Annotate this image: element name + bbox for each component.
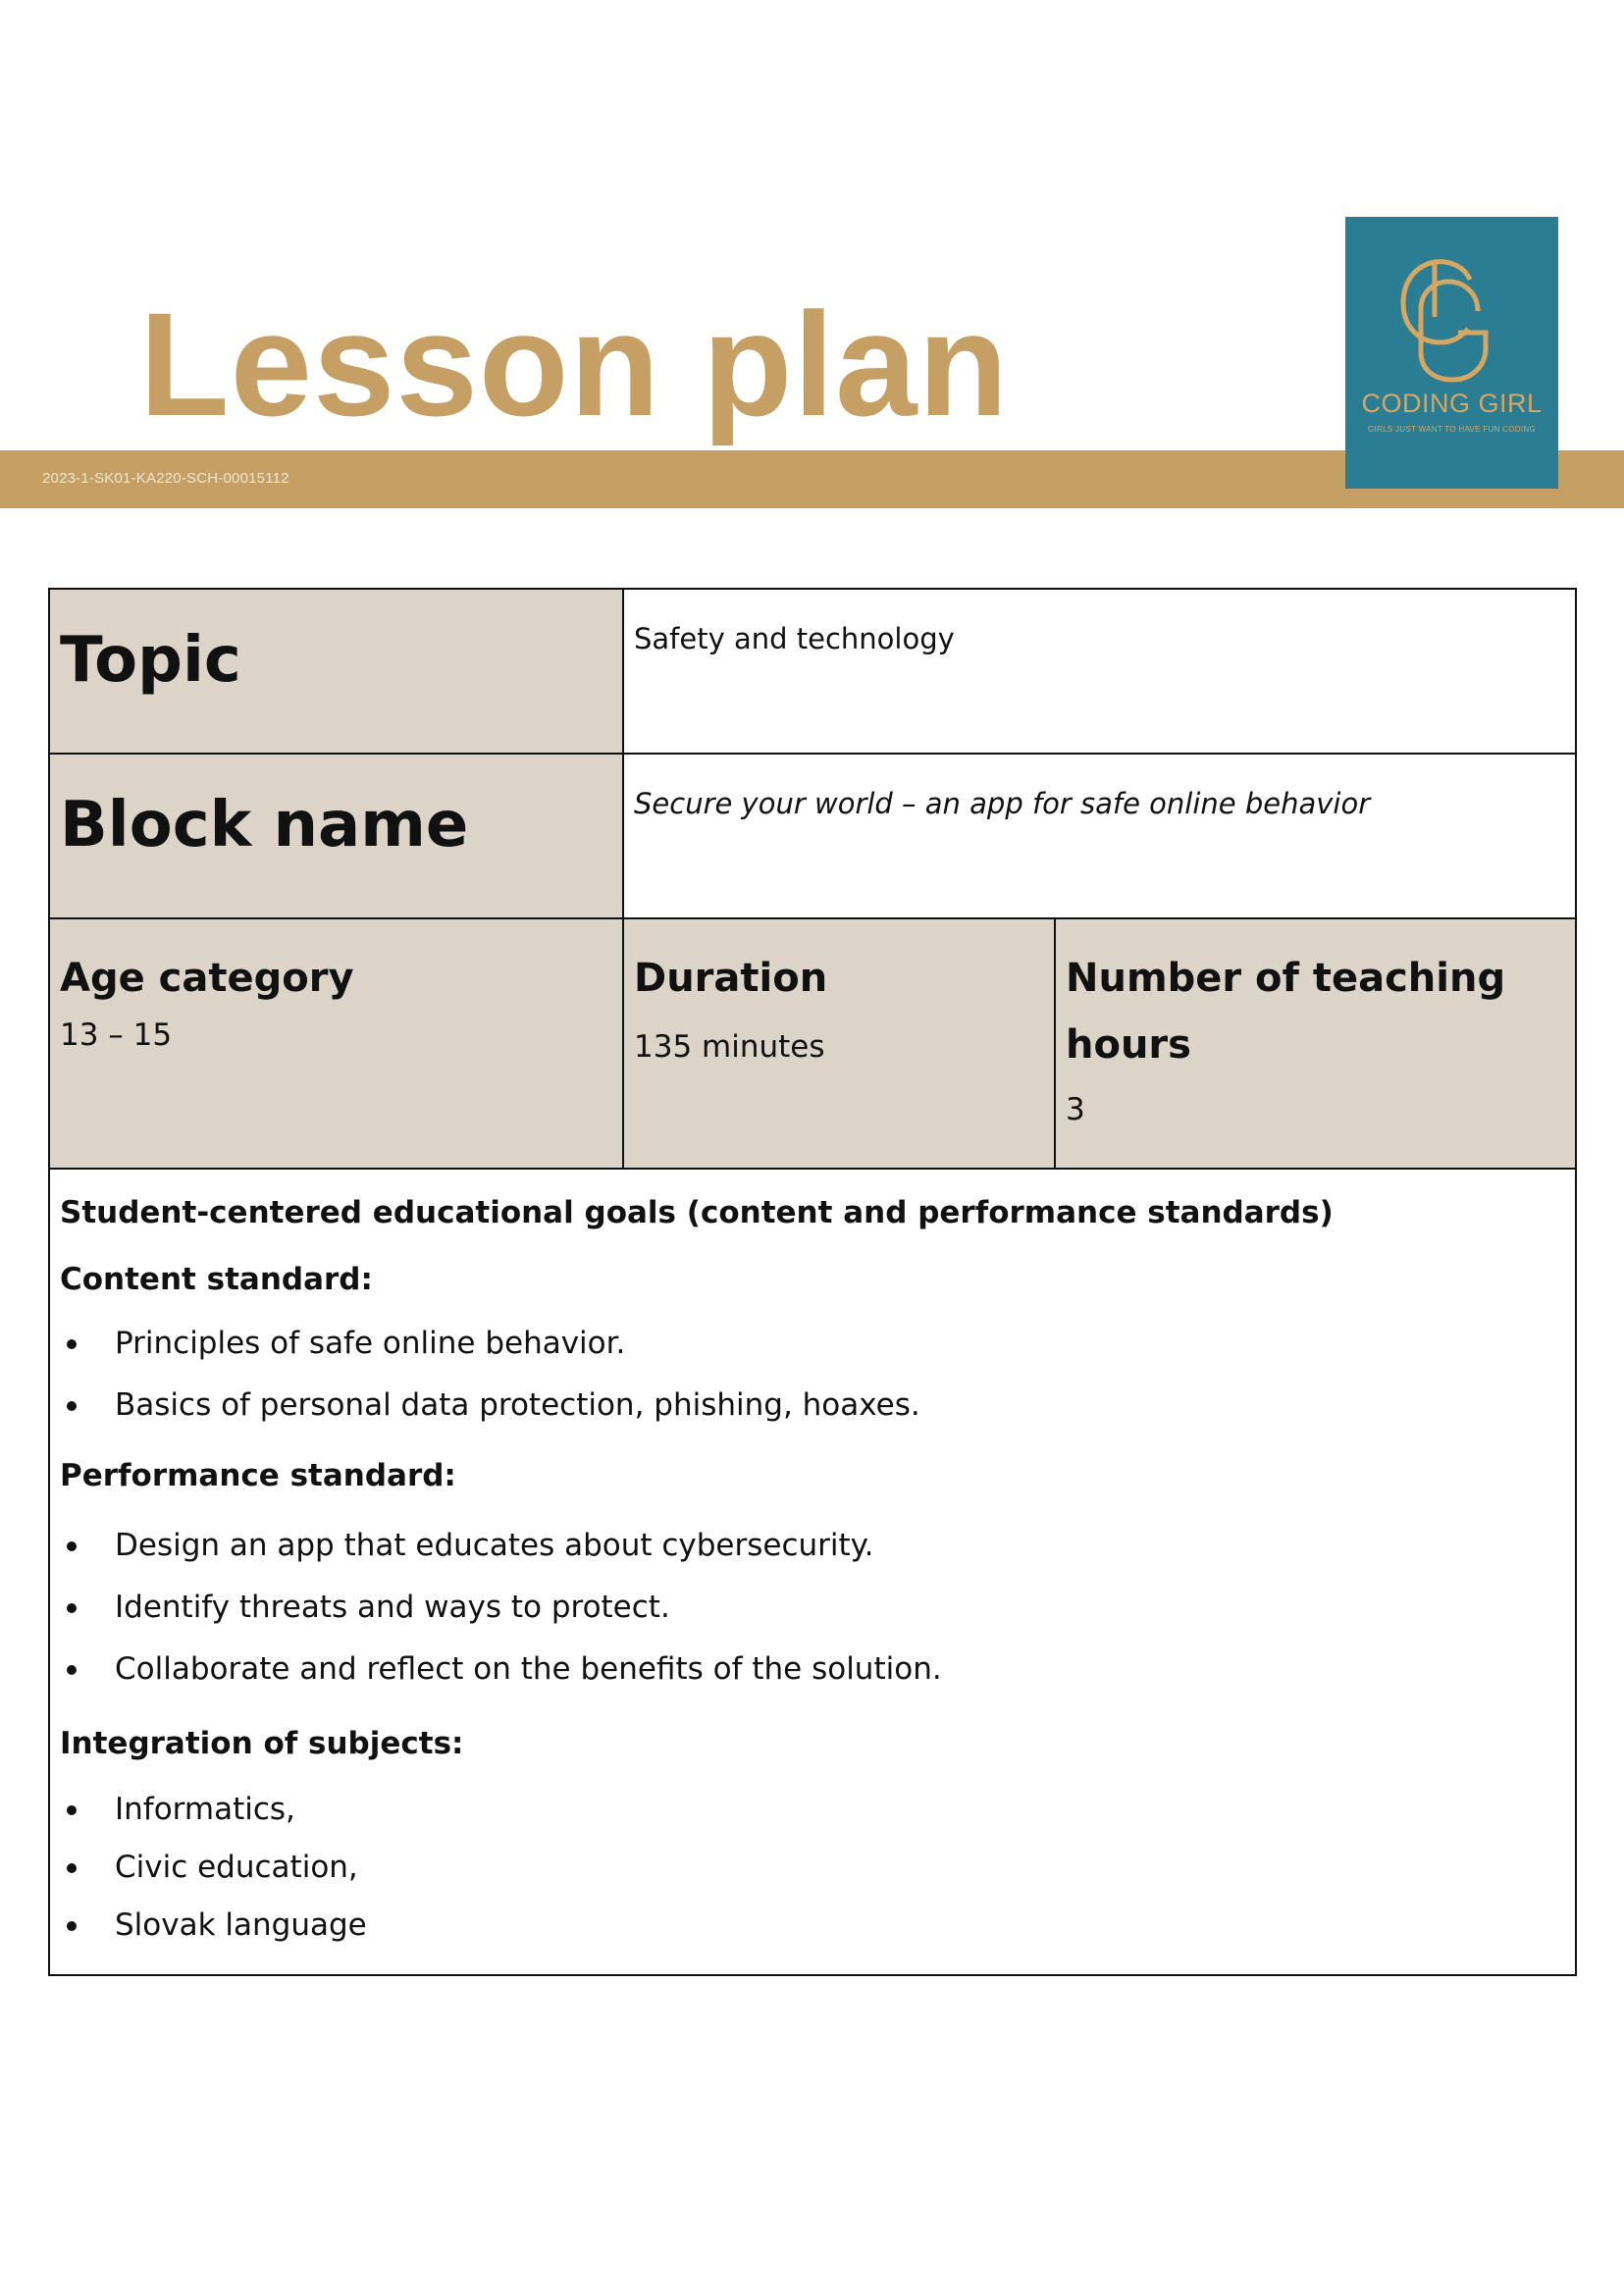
block-row — [49, 754, 1576, 918]
integration-list — [60, 1781, 1565, 1955]
block-value-cell — [623, 754, 1576, 918]
goals-row — [49, 1169, 1576, 1975]
hours-cell — [1055, 918, 1576, 1169]
logo-name: CODING GIRL — [1361, 389, 1543, 418]
age-category-label: Age category — [60, 956, 354, 1001]
goals-cell — [49, 1169, 1576, 1975]
meta-row — [49, 918, 1576, 1169]
duration-cell — [623, 918, 1055, 1169]
cg-monogram-icon — [1399, 258, 1505, 384]
teaching-hours-value: 3 — [1066, 1092, 1085, 1127]
integration-heading: Integration of subjects: — [60, 1726, 464, 1761]
list-item: Slovak language — [60, 1897, 1565, 1955]
teaching-hours-label: Number of teaching hours — [1066, 956, 1506, 1068]
list-item: Basics of personal data protection, phishing, hoaxes. — [60, 1375, 1565, 1436]
topic-label: Topic — [60, 624, 241, 697]
list-item: Informatics, — [60, 1781, 1565, 1839]
logo-tagline: GIRLS JUST WANT TO HAVE FUN CODING — [1368, 425, 1536, 434]
list-item: Civic education, — [60, 1839, 1565, 1897]
block-name-label: Block name — [60, 789, 469, 861]
bullet-icon — [67, 1603, 77, 1613]
bullet-icon — [67, 1805, 77, 1815]
age-cell — [49, 918, 623, 1169]
bullet-icon — [67, 1863, 77, 1873]
age-category-value: 13 – 15 — [60, 1018, 173, 1053]
coding-girl-logo — [1345, 217, 1558, 489]
page-title: Lesson plan — [139, 282, 1010, 446]
lesson-plan-table — [48, 588, 1577, 1976]
block-name-value: Secure your world – an app for safe online behavior — [634, 787, 1371, 820]
list-item: Principles of safe online behavior. — [60, 1313, 1565, 1375]
topic-value-cell — [623, 589, 1576, 754]
bullet-icon — [67, 1541, 77, 1551]
duration-label: Duration — [634, 956, 828, 1001]
list-item: Collaborate and reflect on the benefits of the solution. — [60, 1639, 1565, 1700]
content-standard-heading: Content standard: — [60, 1262, 373, 1297]
goals-title: Student-centered educational goals (content and performance standards) — [60, 1195, 1334, 1230]
list-item: Identify threats and ways to protect. — [60, 1577, 1565, 1639]
duration-value: 135 minutes — [634, 1029, 825, 1065]
bullet-icon — [67, 1401, 77, 1411]
bullet-icon — [67, 1339, 77, 1349]
list-item: Design an app that educates about cybersecurity. — [60, 1515, 1565, 1577]
content-standard-list — [60, 1313, 1565, 1436]
performance-standard-heading: Performance standard: — [60, 1458, 456, 1493]
block-label-cell — [49, 754, 623, 918]
bullet-icon — [67, 1921, 77, 1931]
topic-label-cell — [49, 589, 623, 754]
project-code: 2023-1-SK01-KA220-SCH-00015112 — [42, 470, 289, 487]
performance-standard-list — [60, 1515, 1565, 1700]
bullet-icon — [67, 1665, 77, 1675]
topic-row — [49, 589, 1576, 754]
topic-value: Safety and technology — [634, 622, 955, 655]
